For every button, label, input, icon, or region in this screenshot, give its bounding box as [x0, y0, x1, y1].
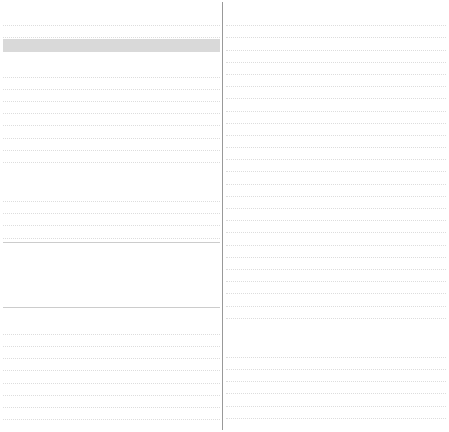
- left-paragraph-1: [3, 53, 220, 64]
- left-column: [3, 2, 220, 430]
- left-paragraph-2: [3, 178, 220, 189]
- section-heading-2: [3, 164, 220, 177]
- left-paragraph-3: [3, 311, 220, 322]
- left-paragraph-1-placeholder: [3, 65, 220, 163]
- right-paragraph-2: [226, 334, 446, 345]
- section-heading-1: [3, 39, 220, 52]
- author-signature: [367, 421, 447, 432]
- right-column: [226, 2, 446, 430]
- left-paragraph-3-placeholder: [3, 323, 220, 430]
- right-paragraph-1: [226, 2, 446, 13]
- right-paragraph-1-placeholder: [226, 14, 446, 319]
- left-intro-paragraph: [3, 2, 220, 13]
- left-intro-placeholder: [3, 14, 220, 38]
- column-divider: [222, 2, 223, 430]
- quran-verse-arabic: [3, 242, 220, 308]
- section-heading-munajat: [226, 320, 446, 333]
- right-paragraph-2-placeholder: [226, 346, 446, 430]
- left-paragraph-2-placeholder: [3, 190, 220, 239]
